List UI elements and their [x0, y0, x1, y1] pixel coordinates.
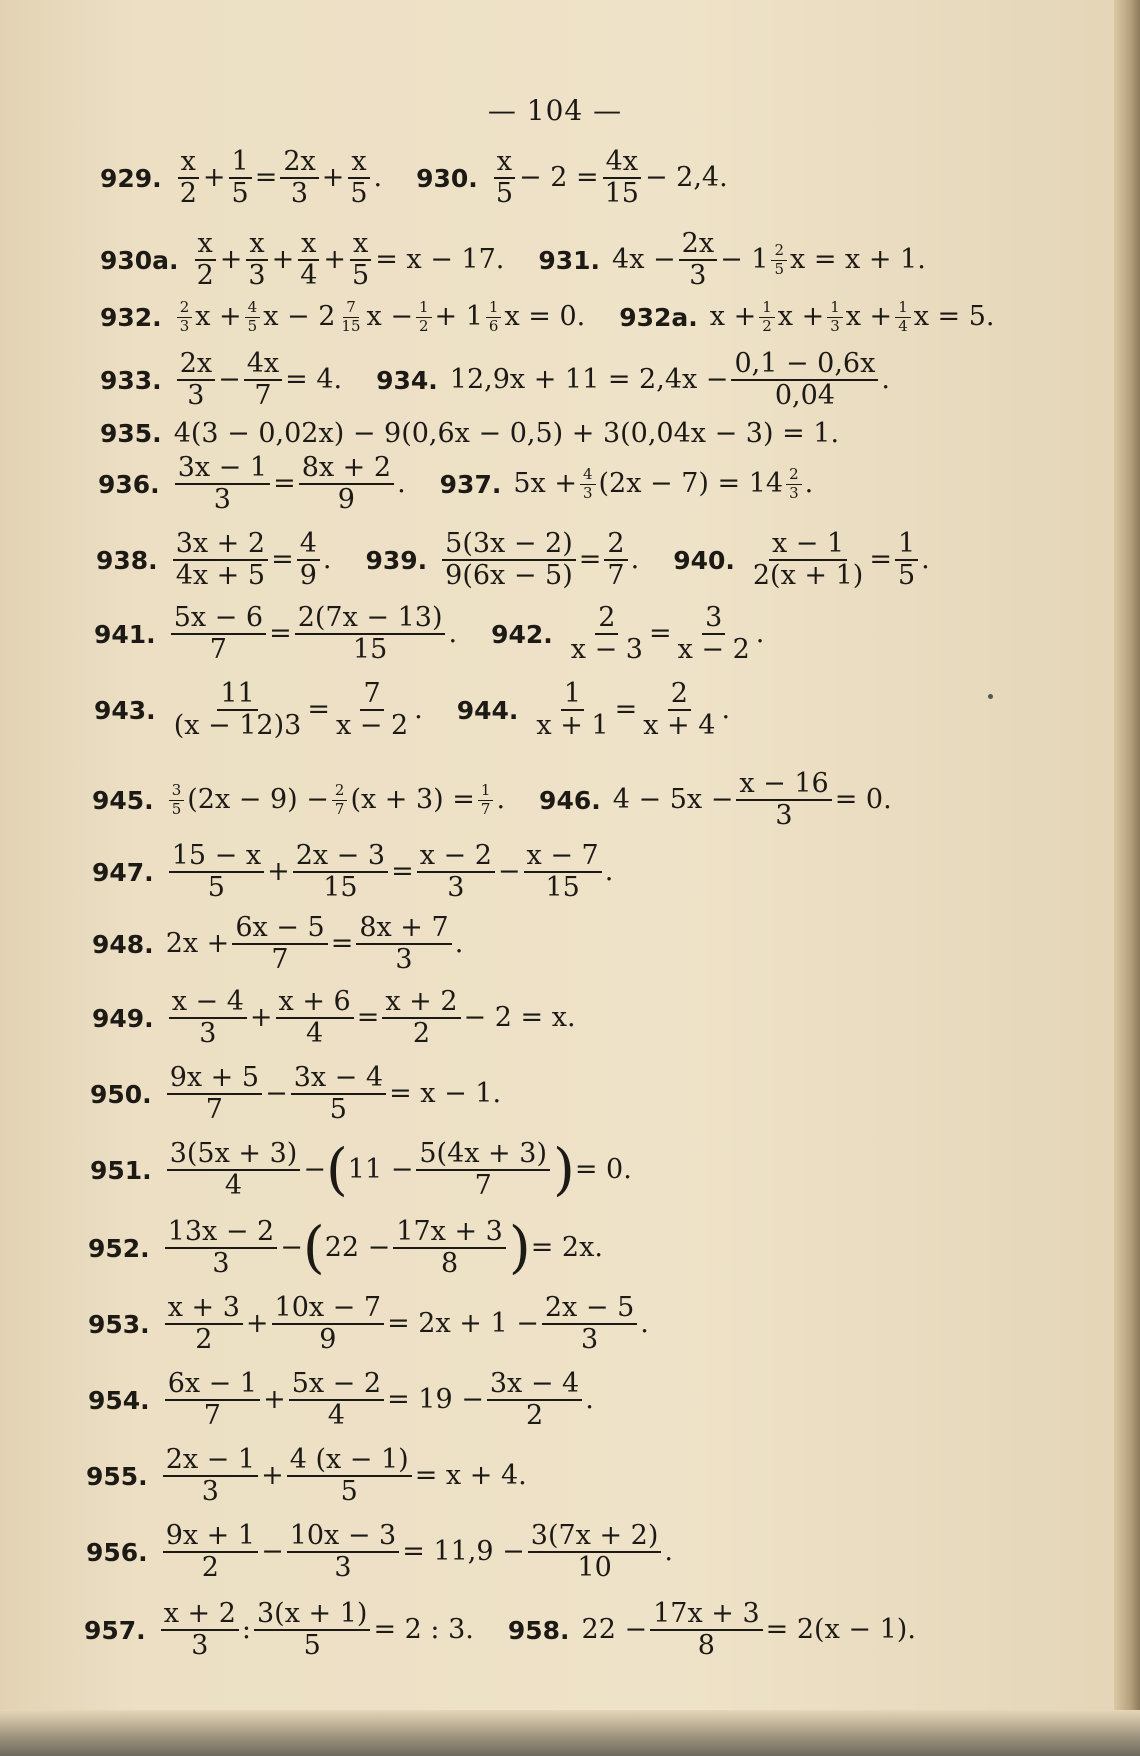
equation: $\frac{9x + 1}{2}$ − $\frac{10x - 3}{3}$ = 11,9 − $\frac{3(7x + 2)}{10}$ . [160, 1522, 673, 1583]
equation: $\frac{x - 1}{2(x + 1)}$ = $\frac{1}{5}$ . [752, 528, 930, 592]
problem-number: 944. [456, 695, 519, 725]
equation: $\frac{13x - 2}{3}$ −(22 − $\frac{17x + 3}{8}$ )= 2x. [162, 1218, 603, 1279]
problem-number: 949. [92, 1003, 154, 1033]
equation: $\frac{5(3x - 2)}{9(6x - 5)}$ = $\frac{2}{7}$ . [439, 530, 639, 591]
problem-number: 932. [100, 302, 162, 332]
equation: $\frac{3}{5}$ (2x − 9) − $\frac{2}{7}$ (x + 3) = $\frac{1}{7}$ . [166, 783, 505, 818]
problem-number: 941. [94, 619, 156, 649]
equation: $\frac{3x + 2}{4x + 5}$ = $\frac{4}{9}$ . [170, 530, 332, 591]
problem-948 [92, 914, 463, 975]
problem-number: 940. [673, 545, 735, 575]
problem-number: 952. [88, 1233, 150, 1263]
equation: $\frac{x}{2}$ + $\frac{x}{3}$ + $\frac{x}{4}$ + $\frac{x}{5}$ = x − 17. [191, 230, 505, 291]
equation: $\frac{15 - x}{5}$ + $\frac{2x - 3}{15}$ = $\frac{x - 2}{3}$ − $\frac{x - 7}{15}$ . [166, 842, 614, 903]
problem-number: 934. [376, 365, 438, 395]
equation: $\frac{3x - 1}{3}$ = $\frac{8x + 2}{9}$ . [172, 454, 406, 515]
equation: $\frac{11}{(x - 12)3}$ = $\frac{7}{x - 2}$ . [173, 678, 423, 742]
equation: $\frac{5x - 6}{7}$ = $\frac{2(7x - 13)}{15}$ . [168, 604, 457, 665]
problem-number: 938. [96, 545, 158, 575]
problem-number: 957. [84, 1615, 146, 1645]
problem-number: 942. [491, 619, 553, 649]
problem-number: 930a. [100, 245, 179, 275]
equation: $\frac{2x - 1}{3}$ + $\frac{4 (x - 1)}{5}$ = x + 4. [160, 1446, 527, 1507]
problem-954 [88, 1370, 594, 1431]
problem-930a [100, 230, 926, 291]
problem-number: 929. [100, 163, 162, 193]
problem-number: 937. [439, 469, 502, 499]
problem-950 [90, 1064, 501, 1125]
equation: $\frac{x + 3}{2}$ + $\frac{10x - 7}{9}$ = 2x + 1 − $\frac{2x - 5}{3}$ . [162, 1294, 649, 1355]
problem-number: 958. [507, 1615, 570, 1645]
equation: $\frac{x - 4}{3}$ + $\frac{x + 6}{4}$ = $\frac{x + 2}{2}$ − 2 = x. [166, 988, 576, 1049]
problem-number: 948. [92, 929, 154, 959]
problem-number: 947. [92, 857, 154, 887]
equation: $\frac{3(5x + 3)}{4}$ −(11 − $\frac{5(4x + 3)}{7}$ )= 0. [164, 1140, 632, 1201]
equation: $\frac{2}{3}$ x + $\frac{4}{5}$ x − 2 $\frac{7}{15}$ x − $\frac{1}{2}$ + 1 $\frac{1}{6}$ x = 0. [174, 300, 586, 335]
problem-number: 943. [94, 695, 156, 725]
problem-929 [100, 148, 728, 209]
equation: 5x + $\frac{4}{3}$ (2x − 7) = 14 $\frac{2}{3}$ . [513, 465, 814, 502]
problem-number: 950. [90, 1079, 152, 1109]
problem-957 [84, 1600, 916, 1661]
problem-number: 956. [86, 1537, 148, 1567]
problem-941 [94, 604, 764, 665]
problem-number: 955. [86, 1461, 148, 1491]
problem-933 [100, 350, 890, 411]
problem-number: 932a. [619, 302, 698, 332]
problem-947 [92, 842, 613, 903]
problem-number: 933. [100, 365, 162, 395]
equation: 4 − 5x − $\frac{x - 16}{3}$ = 0. [612, 768, 892, 832]
problem-952 [88, 1215, 603, 1281]
problem-number: 930. [416, 163, 478, 193]
equation: $\frac{2x}{3}$ − $\frac{4x}{7}$ = 4. [174, 350, 342, 411]
problem-number: 939. [365, 545, 428, 575]
problem-number: 931. [538, 245, 601, 275]
problem-936 [98, 454, 813, 515]
equation: $\frac{2}{x - 3}$ = $\frac{3}{x - 2}$ . [570, 602, 765, 666]
problem-number: 951. [90, 1155, 152, 1185]
problem-943 [94, 680, 730, 741]
problem-938 [96, 530, 930, 591]
page-number: — 104 — [487, 94, 623, 127]
problem-number: 945. [92, 785, 154, 815]
equation: 4(3 − 0,02x) − 9(0,6x − 0,5) + 3(0,04x − 3) = 1. [173, 418, 840, 449]
problem-945 [92, 770, 892, 831]
equation: $\frac{x + 2}{3}$ : $\frac{3(x + 1)}{5}$ = 2 : 3. [158, 1600, 474, 1661]
problem-932 [100, 300, 995, 335]
equation: x + $\frac{1}{2}$ x + $\frac{1}{3}$ x + $\frac{1}{4}$ x = 5. [709, 298, 995, 335]
equation: $\frac{1}{x + 1}$ = $\frac{2}{x + 4}$ . [536, 678, 731, 742]
problem-951 [90, 1137, 632, 1203]
problem-935 [100, 418, 839, 449]
problem-number: 946. [539, 785, 601, 815]
problem-number: 953. [88, 1309, 150, 1339]
problem-number: 954. [88, 1385, 150, 1415]
equation: 4x − $\frac{2x}{3}$ − 1 $\frac{2}{5}$ x = x + 1. [612, 228, 926, 292]
equation: 2x + $\frac{6x - 5}{7}$ = $\frac{8x + 7}{3}$ . [165, 912, 464, 976]
equation: 22 − $\frac{17x + 3}{8}$ = 2(x − 1). [581, 1598, 916, 1662]
problem-949 [92, 988, 576, 1049]
problem-955 [86, 1446, 527, 1507]
equation: $\frac{6x - 1}{7}$ + $\frac{5x - 2}{4}$ = 19 − $\frac{3x - 4}{2}$ . [162, 1370, 594, 1431]
equation: $\frac{x}{2}$ + $\frac{1}{5}$ = $\frac{2x}{3}$ + $\frac{x}{5}$ . [174, 148, 382, 209]
problem-956 [86, 1522, 673, 1583]
equation: 12,9x + 11 = 2,4x − $\frac{0,1 - 0,6x}{0,04}$ . [449, 348, 890, 412]
problem-number: 936. [98, 469, 160, 499]
equation: $\frac{x}{5}$ − 2 = $\frac{4x}{15}$ − 2,4. [490, 148, 728, 209]
problem-number: 935. [100, 419, 162, 448]
problem-953 [88, 1294, 649, 1355]
equation: $\frac{9x + 5}{7}$ − $\frac{3x - 4}{5}$ = x − 1. [164, 1064, 501, 1125]
